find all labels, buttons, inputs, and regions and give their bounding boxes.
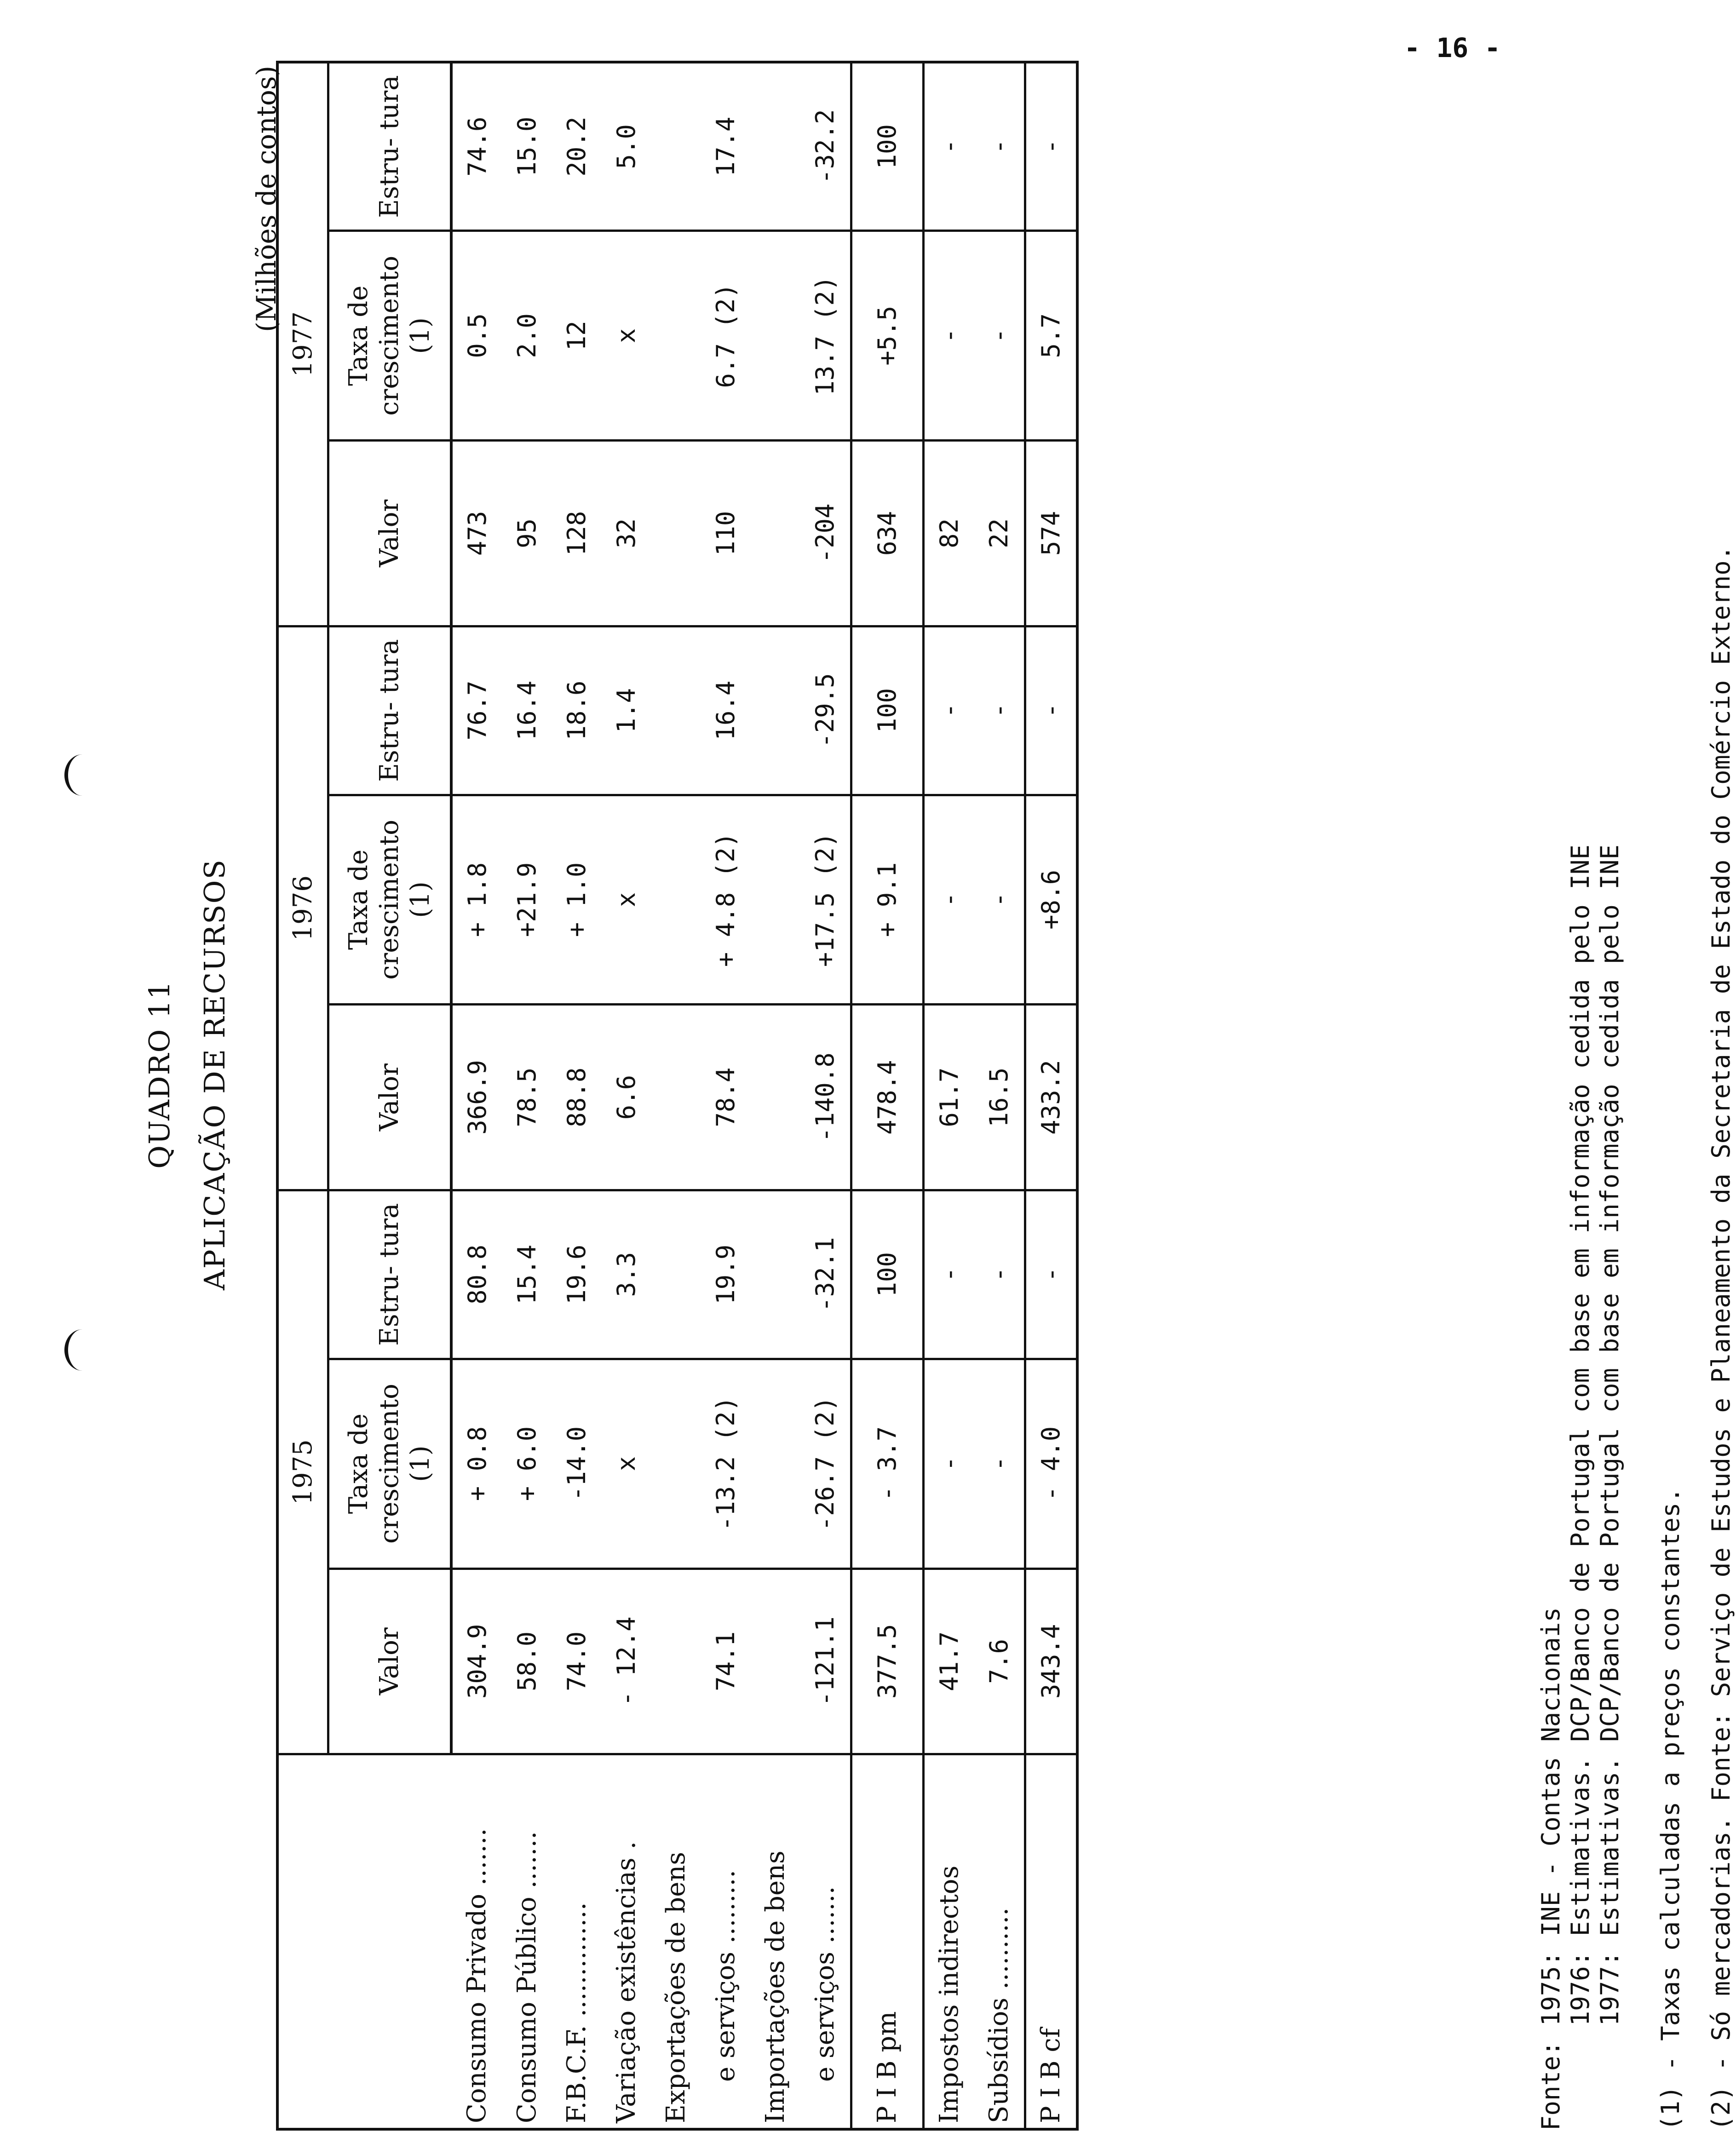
cell: 41.7	[923, 1569, 974, 1754]
col-estrutura: Estru- tura	[328, 1190, 451, 1359]
col-valor: Valor	[328, 1569, 451, 1754]
cell: 74.1	[701, 1569, 751, 1754]
cell: 304.9	[451, 1569, 502, 1754]
table-row	[451, 62, 502, 2129]
cell: 78.4	[701, 1005, 751, 1190]
col-estrutura: Estru- tura	[328, 62, 451, 231]
cell: +5.5	[851, 231, 923, 441]
col-taxa: Taxa de crescimento (1)	[328, 1359, 451, 1569]
cell: 343.4	[1025, 1569, 1077, 1754]
cell: -26.7 (2)	[800, 1359, 851, 1569]
cell: 5.7	[1025, 231, 1077, 441]
cell: 22	[974, 441, 1025, 626]
col-valor: Valor	[328, 1005, 451, 1190]
cell: -	[923, 231, 974, 441]
table-row	[502, 62, 552, 2129]
cell: 82	[923, 441, 974, 626]
cell: +8.6	[1025, 795, 1077, 1005]
cell: x	[602, 231, 651, 441]
cell: - 4.0	[1025, 1359, 1077, 1569]
cell: 1.4	[602, 626, 651, 795]
cell: - 3.7	[851, 1359, 923, 1569]
cell: -	[1025, 62, 1077, 231]
cell: -32.1	[800, 1190, 851, 1359]
cell: 20.2	[552, 62, 602, 231]
cell: 128	[552, 441, 602, 626]
header-blank	[277, 1754, 451, 2129]
cell: + 0.8	[451, 1359, 502, 1569]
row-label: e serviços .......	[800, 1754, 851, 2129]
cell: 61.7	[923, 1005, 974, 1190]
cell: -	[923, 62, 974, 231]
cell: 18.6	[552, 626, 602, 795]
cell: -32.2	[800, 62, 851, 231]
cell: 110	[701, 441, 751, 626]
cell: 74.6	[451, 62, 502, 231]
table-title: APLICAÇÃO DE RECURSOS	[198, 859, 231, 1290]
cell: 3.3	[602, 1190, 651, 1359]
table-number: QUADRO 11	[143, 980, 176, 1169]
resources-table	[276, 61, 1079, 2131]
cell: 634	[851, 441, 923, 626]
table-row-subsidios	[974, 62, 1025, 2129]
cell: 74.0	[552, 1569, 602, 1754]
source-line-1976: 1976: Estimativas. DCP/Banco de Portugal com base em informação cedida pelo INE	[1566, 845, 1595, 2131]
cell: -14.0	[552, 1359, 602, 1569]
cell: 19.6	[552, 1190, 602, 1359]
cell: -	[974, 231, 1025, 441]
cell: 7.6	[974, 1569, 1025, 1754]
table-row	[602, 62, 651, 2129]
row-label: e serviços .........	[701, 1754, 751, 2129]
cell: 0.5	[451, 231, 502, 441]
cell: + 1.0	[552, 795, 602, 1005]
cell: -	[923, 626, 974, 795]
cell: -	[1025, 1190, 1077, 1359]
year-1977: 1977	[277, 62, 328, 626]
cell: 88.8	[552, 1005, 602, 1190]
cell: 473	[451, 441, 502, 626]
cell: 32	[602, 441, 651, 626]
footnote-2: (2) - Só mercadorias. Fonte: Serviço de Estudos e Planeamento da Secretaria de Estado do Comércio Externo.	[1707, 545, 1736, 2131]
cell: 5.0	[602, 62, 651, 231]
cell: 377.5	[851, 1569, 923, 1754]
cell: + 6.0	[502, 1359, 552, 1569]
cell: 574	[1025, 441, 1077, 626]
cell: -	[974, 1359, 1025, 1569]
cell: 6.6	[602, 1005, 651, 1190]
col-taxa: Taxa de crescimento (1)	[328, 795, 451, 1005]
cell: 19.9	[701, 1190, 751, 1359]
sources	[1536, 845, 1625, 2131]
table-row	[701, 62, 751, 2129]
cell: -140.8	[800, 1005, 851, 1190]
cell: 478.4	[851, 1005, 923, 1190]
col-taxa: Taxa de crescimento (1)	[328, 231, 451, 441]
cell: 16.4	[701, 626, 751, 795]
cell: -13.2 (2)	[701, 1359, 751, 1569]
cell: -	[974, 1190, 1025, 1359]
row-label: Impostos indirectos	[923, 1754, 974, 2129]
col-valor: Valor	[328, 441, 451, 626]
cell: +21.9	[502, 795, 552, 1005]
col-estrutura: Estru- tura	[328, 626, 451, 795]
year-1975: 1975	[277, 1190, 328, 1754]
cell: 12	[552, 231, 602, 441]
cell: 58.0	[502, 1569, 552, 1754]
cell: 15.0	[502, 62, 552, 231]
cell: +17.5 (2)	[800, 795, 851, 1005]
cell: -121.1	[800, 1569, 851, 1754]
page-number: - 16 -	[1404, 32, 1500, 63]
cell: -	[923, 795, 974, 1005]
table-row	[552, 62, 602, 2129]
cell: 78.5	[502, 1005, 552, 1190]
cell: -204	[800, 441, 851, 626]
cell: + 4.8 (2)	[701, 795, 751, 1005]
table-row-impostos	[923, 62, 974, 2129]
cell: 2.0	[502, 231, 552, 441]
table-row-label-only	[651, 62, 701, 2129]
table-row-pib-cf	[1025, 62, 1077, 2129]
cell: 100	[851, 626, 923, 795]
cell: + 9.1	[851, 795, 923, 1005]
year-1976: 1976	[277, 626, 328, 1190]
cell: -29.5	[800, 626, 851, 795]
cell: 366.9	[451, 1005, 502, 1190]
footnote-1: (1) - Taxas calculadas a preços constantes.	[1656, 1488, 1685, 2131]
cell: 100	[851, 1190, 923, 1359]
row-label: Importações de bens	[751, 1754, 800, 2129]
cell: 80.8	[451, 1190, 502, 1359]
row-label: Variação existências .	[602, 1754, 651, 2129]
source-line-1975: Fonte: 1975: INE - Contas Nacionais	[1536, 1607, 1565, 2131]
table-row-pib-pm	[851, 62, 923, 2129]
cell: x	[602, 1359, 651, 1569]
units-label: (Milhões de contos)	[251, 65, 282, 332]
cell: -	[974, 626, 1025, 795]
row-label: P I B cf	[1025, 1754, 1077, 2129]
table-row	[800, 62, 851, 2129]
cell: 100	[851, 62, 923, 231]
cell: 433.2	[1025, 1005, 1077, 1190]
cell: -	[1025, 626, 1077, 795]
cell: + 1.8	[451, 795, 502, 1005]
cell: 76.7	[451, 626, 502, 795]
cell: 17.4	[701, 62, 751, 231]
row-label: Exportações de bens	[651, 1754, 701, 2129]
table-row-label-only	[751, 62, 800, 2129]
cell: -	[974, 62, 1025, 231]
row-label: Subsídios ..........	[974, 1754, 1025, 2129]
cell: 6.7 (2)	[701, 231, 751, 441]
cell: 16.5	[974, 1005, 1025, 1190]
row-label: Consumo Privado .......	[451, 1754, 502, 2129]
row-label: F.B.C.F. ..............	[552, 1754, 602, 2129]
cell: x	[602, 795, 651, 1005]
cell: -	[923, 1359, 974, 1569]
source-line-1977: 1977: Estimativas. DCP/Banco de Portugal com base em informação cedida pelo INE	[1595, 845, 1624, 2131]
cell: -	[974, 795, 1025, 1005]
cell: -	[923, 1190, 974, 1359]
cell: - 12.4	[602, 1569, 651, 1754]
cell: 13.7 (2)	[800, 231, 851, 441]
cell: 95	[502, 441, 552, 626]
row-label: P I B pm	[851, 1754, 923, 2129]
cell: 16.4	[502, 626, 552, 795]
cell: 15.4	[502, 1190, 552, 1359]
row-label: Consumo Público .......	[502, 1754, 552, 2129]
